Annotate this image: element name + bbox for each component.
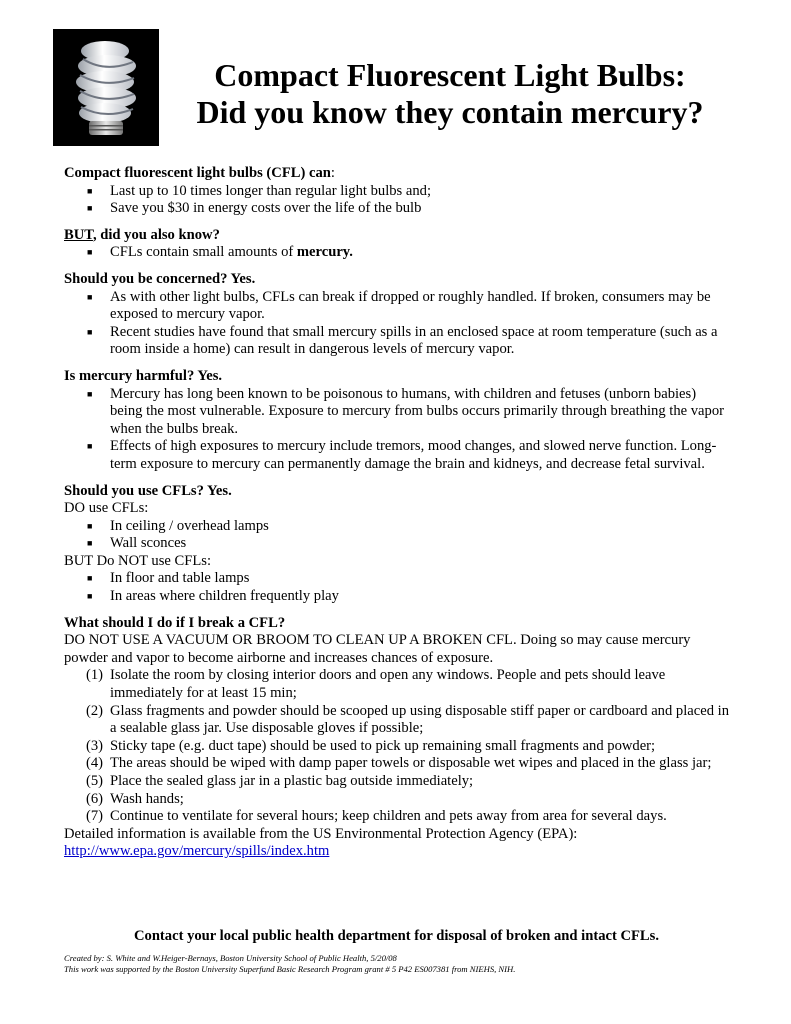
intro-heading-colon: : <box>330 165 335 181</box>
epa-spills-link[interactable]: http://www.epa.gov/mercury/spills/index.htm <box>64 843 330 860</box>
list-item <box>87 323 729 359</box>
concerned-heading: Should you be concerned? Yes. <box>64 270 256 287</box>
harmful-list <box>64 386 729 474</box>
step-number: (1) <box>86 667 104 684</box>
contact-notice: Contact your local public health department for disposal of broken and intact CFLs. <box>133 928 659 944</box>
step-number: (3) <box>86 737 104 754</box>
step-text: The areas should be wiped with damp paper towels or disposable wet wipes and placed in the glass jar; <box>110 755 712 772</box>
intro-heading-line <box>64 165 729 183</box>
list-item <box>87 288 729 324</box>
did-you-know-heading <box>64 227 729 245</box>
intro-list <box>64 183 729 218</box>
list-item-text: In floor and table lamps <box>110 570 250 587</box>
step-text: Wash hands; <box>110 790 184 807</box>
bullet-icon: ■ <box>87 388 93 399</box>
do-use-label: DO use CFLs: <box>64 500 149 517</box>
step-item <box>86 755 729 773</box>
step-number: (4) <box>86 755 104 772</box>
list-item <box>87 244 729 262</box>
did-you-know-heading-rest: , did you also know? <box>92 226 220 243</box>
use-cfls-section <box>64 483 729 606</box>
title-line-2: Did you know they contain mercury? <box>196 94 704 130</box>
step-number: (2) <box>86 702 104 719</box>
break-warning: DO NOT USE A VACUUM OR BROOM TO CLEAN UP A BROKEN CFL. Doing so may cause mercury powder and vapor to become airborne and increases chances of exposure. <box>64 632 691 666</box>
list-item-text: Effects of high exposures to mercury include tremors, mood changes, and slowed nerve function. Long-term exposure to mercury can permanently damage the brain and kidneys, and decrease fetal survival. <box>110 438 717 472</box>
step-number: (7) <box>86 808 104 825</box>
step-text: Sticky tape (e.g. duct tape) should be used to pick up remaining small fragments and powder; <box>110 737 656 754</box>
list-item <box>87 535 729 553</box>
step-item <box>86 773 729 791</box>
epa-info-text: Detailed information is available from the US Environmental Protection Agency (EPA): <box>64 825 578 842</box>
do-not-use-label: BUT Do NOT use CFLs: <box>64 552 212 569</box>
step-item <box>86 808 729 826</box>
but-underlined: BUT <box>64 226 93 243</box>
list-item-text: Recent studies have found that small mercury spills in an enclosed space at room temperature (such as a room inside a home) can result in dangerous levels of mercury vapor. <box>110 323 718 358</box>
step-text: Glass fragments and powder should be scooped up using disposable stiff paper or cardboard and placed in a sealable glass jar. Use disposable gloves if possible; <box>110 702 729 737</box>
break-heading: What should I do if I break a CFL? <box>64 614 286 631</box>
main-content <box>64 165 729 870</box>
step-item <box>86 702 729 738</box>
step-number: (5) <box>86 773 104 789</box>
step-text: Place the sealed glass jar in a plastic bag outside immediately; <box>110 773 474 789</box>
list-item <box>87 588 729 606</box>
bullet-icon: ■ <box>87 591 93 602</box>
step-text: Continue to ventilate for several hours; keep children and pets away from area for several days. <box>110 808 667 825</box>
bullet-icon: ■ <box>87 326 93 337</box>
bullet-icon: ■ <box>87 573 93 584</box>
did-you-know-list <box>64 244 729 262</box>
intro-heading: Compact fluorescent light bulbs (CFL) can <box>64 165 331 181</box>
list-item <box>87 438 729 473</box>
cfl-spiral-bulb-icon <box>53 29 159 146</box>
mercury-bold: mercury. <box>296 244 353 261</box>
list-item-text: In areas where children frequently play <box>110 588 339 605</box>
list-item-text: Mercury has long been known to be poisonous to humans, with children and fetuses (unborn babies) being the most vulnerable. Exposure to mercury from bulbs occurs primarily through breathing the vapor when the bulbs break. <box>110 385 724 437</box>
bullet-icon: ■ <box>87 185 93 196</box>
concerned-list <box>64 289 729 359</box>
bullet-icon: ■ <box>87 441 93 452</box>
do-not-use-list <box>64 570 729 605</box>
break-section <box>64 615 729 861</box>
list-item-text: Save you $30 in energy costs over the life of the bulb <box>110 200 422 217</box>
bullet-icon: ■ <box>87 247 93 258</box>
harmful-section <box>64 368 729 474</box>
cfl-bulb-image <box>53 29 159 146</box>
did-you-know-section <box>64 227 729 262</box>
concerned-section <box>64 271 729 359</box>
use-cfls-heading: Should you use CFLs? Yes. <box>64 482 232 499</box>
list-item <box>87 385 729 439</box>
bullet-icon: ■ <box>87 538 93 549</box>
cleanup-steps-list <box>64 667 729 825</box>
page-title <box>170 57 730 131</box>
bullet-icon: ■ <box>87 520 93 531</box>
list-item-text: As with other light bulbs, CFLs can break if dropped or roughly handled. If broken, consumers may be exposed to mercury vapor. <box>110 288 711 323</box>
list-item-text: Last up to 10 times longer than regular light bulbs and; <box>110 182 432 199</box>
footer-funding: This work was supported by the Boston University Superfund Basic Research Program grant # 5 P42 ES007381 from NIEHS, NIH. <box>64 964 516 974</box>
step-text: Isolate the room by closing interior doors and open any windows. People and pets should leave immediately for at least 15 min; <box>110 667 666 702</box>
footer-created-by: Created by: S. White and W.Heiger-Bernays, Boston University School of Public Health, 5/20/08 <box>64 953 397 963</box>
list-item <box>87 517 729 536</box>
list-item <box>87 182 729 201</box>
step-number: (6) <box>86 790 104 807</box>
list-item-text: CFLs contain small amounts of <box>110 244 297 261</box>
step-item <box>86 737 729 756</box>
list-item-text: In ceiling / overhead lamps <box>110 517 269 534</box>
footer-credits <box>64 953 729 975</box>
list-item <box>87 570 729 588</box>
list-item-text: Wall sconces <box>110 535 187 552</box>
do-use-list <box>64 518 729 553</box>
title-line-1: Compact Fluorescent Light Bulbs: <box>214 57 686 93</box>
step-item <box>86 790 729 809</box>
list-item <box>87 200 729 218</box>
harmful-heading: Is mercury harmful? Yes. <box>64 367 223 384</box>
bullet-icon: ■ <box>87 291 93 302</box>
epa-link-line <box>64 843 729 861</box>
intro-section <box>64 165 729 218</box>
step-item <box>86 667 729 702</box>
bullet-icon: ■ <box>87 203 93 214</box>
